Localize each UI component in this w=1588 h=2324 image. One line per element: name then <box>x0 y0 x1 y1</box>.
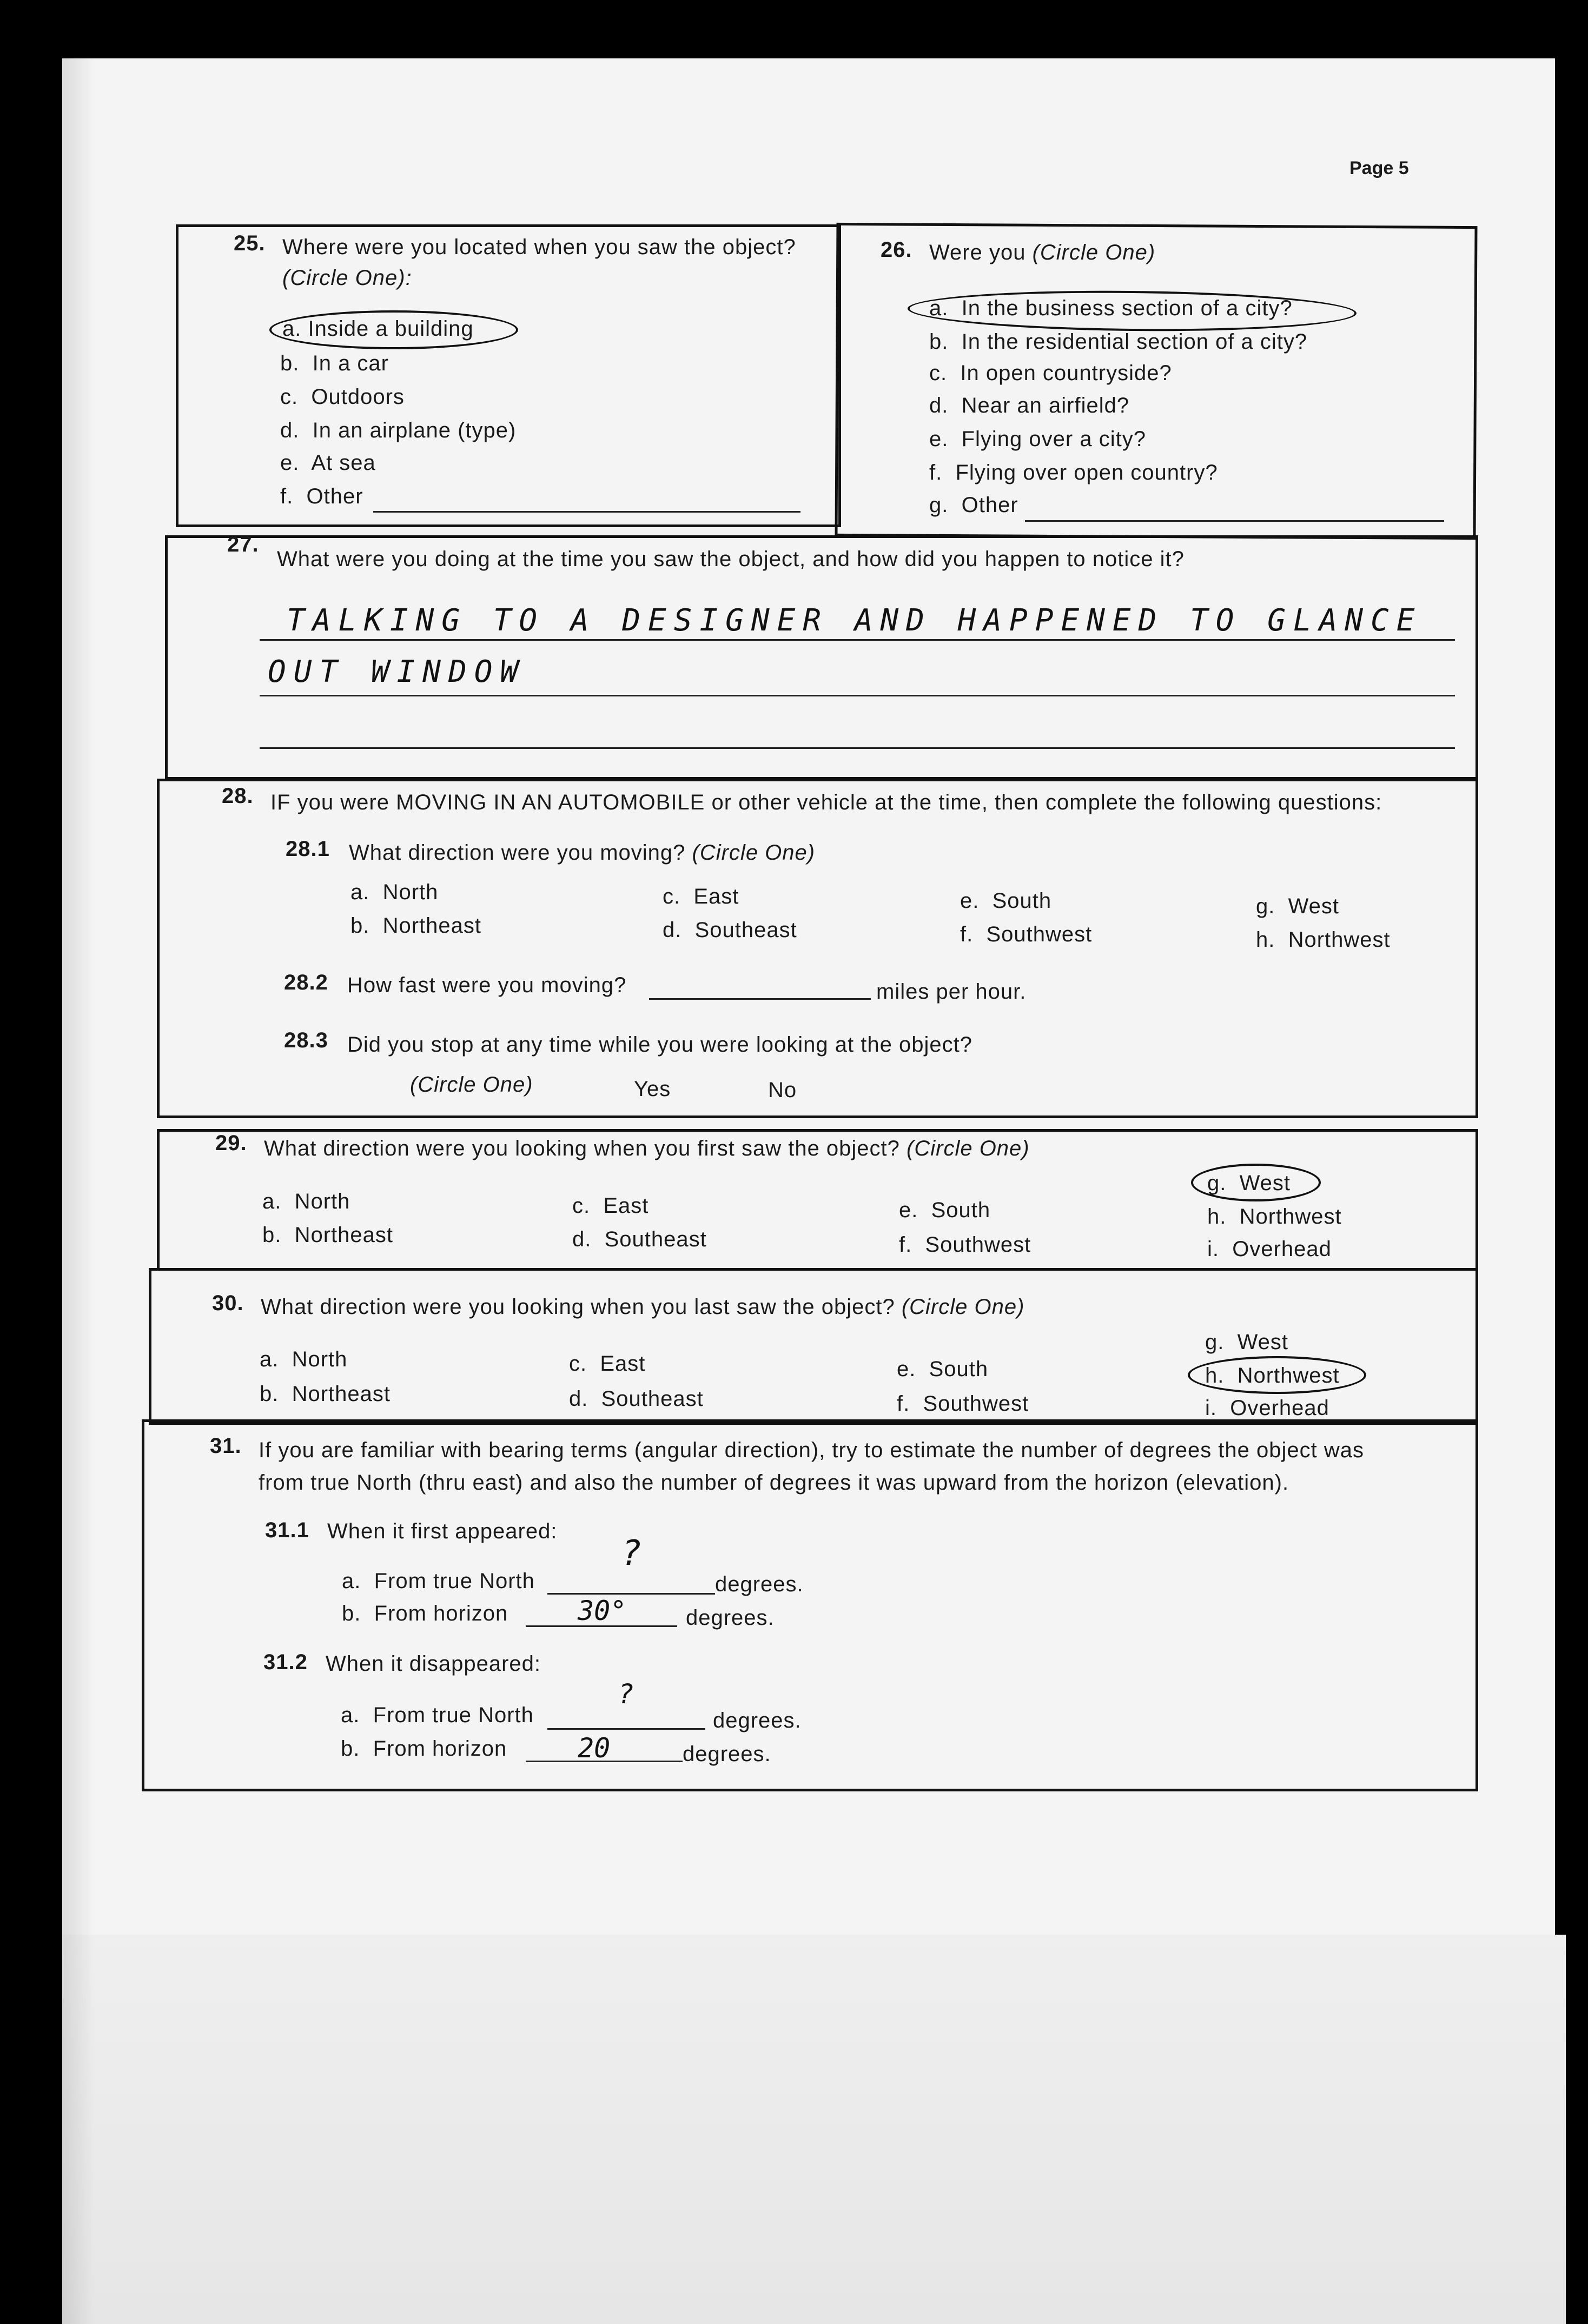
q30-option-d[interactable]: d. Southeast <box>569 1387 704 1411</box>
paper-shadow <box>62 58 95 2324</box>
q25-option-e[interactable]: e. At sea <box>280 451 376 475</box>
q27-number: 27. <box>227 533 259 556</box>
q27-question: What were you doing at the time you saw the object, and how did you happen to notice it? <box>277 547 1185 571</box>
q26-option-e[interactable]: e. Flying over a city? <box>929 427 1146 451</box>
q27-write-line-2 <box>260 695 1455 696</box>
q28-3-instruction: (Circle One) <box>410 1073 533 1097</box>
q25-number: 25. <box>234 231 266 255</box>
q30-option-g[interactable]: g. West <box>1205 1330 1288 1354</box>
q26-number: 26. <box>881 238 912 262</box>
q28-number: 28. <box>222 784 254 808</box>
section-25 <box>176 224 841 527</box>
q28-1-option-f[interactable]: f. Southwest <box>960 922 1093 946</box>
q28-3-question: Did you stop at any time while you were looking at the object? <box>347 1033 972 1057</box>
q31-1-label: When it first appeared: <box>327 1519 558 1543</box>
q30-option-e[interactable]: e. South <box>897 1357 989 1381</box>
q29-option-h[interactable]: h. Northwest <box>1207 1205 1342 1229</box>
q28-1-option-b[interactable]: b. Northeast <box>350 914 482 938</box>
q31-1-north-row: a. From true North <box>342 1569 535 1593</box>
q30-selected-circle <box>1188 1356 1366 1394</box>
q28-2-question: How fast were you moving? <box>347 973 627 997</box>
q30-option-b[interactable]: b. Northeast <box>260 1382 391 1406</box>
q29-question: What direction were you looking when you first saw the object? (Circle One) <box>264 1137 1030 1160</box>
q31-1-north-unit: degrees. <box>715 1572 804 1596</box>
q31-2-horizon-value[interactable]: 20 <box>578 1732 611 1764</box>
q31-1-north-blank[interactable] <box>547 1593 715 1595</box>
q28-1-option-a[interactable]: a. North <box>350 880 439 904</box>
q26-option-f[interactable]: f. Flying over open country? <box>929 461 1218 484</box>
q30-question: What direction were you looking when you last saw the object? (Circle One) <box>261 1295 1025 1319</box>
q31-2-north-value[interactable]: ? <box>618 1678 634 1710</box>
q28-1-option-d[interactable]: d. Southeast <box>663 918 797 942</box>
q25-other-blank[interactable] <box>373 511 800 513</box>
q26-question: Were you (Circle One) <box>929 241 1156 264</box>
q27-write-line-1 <box>260 639 1455 641</box>
q31-number: 31. <box>210 1434 242 1458</box>
q27-answer-line1[interactable]: TALKING TO A DESIGNER AND HAPPENED TO GLANCE <box>287 603 1422 638</box>
q28-1-option-g[interactable]: g. West <box>1256 894 1339 918</box>
q25-option-d[interactable]: d. In an airplane (type) <box>280 419 517 442</box>
q29-option-c[interactable]: c. East <box>572 1194 649 1218</box>
q31-1-horizon-unit: degrees. <box>686 1606 775 1630</box>
q25-question: Where were you located when you saw the object? <box>282 235 796 259</box>
q28-1-number: 28.1 <box>286 837 330 861</box>
q31-question-line1: If you are familiar with bearing terms (angular direction), try to estimate the number of degrees the object was <box>259 1438 1365 1462</box>
q28-2-number: 28.2 <box>284 971 328 994</box>
q28-question: IF you were MOVING IN AN AUTOMOBILE or other vehicle at the time, then complete the following questions: <box>270 791 1382 814</box>
q28-3-no[interactable]: No <box>768 1078 797 1102</box>
q30-number: 30. <box>212 1291 244 1315</box>
q31-2-horizon-row: b. From horizon <box>341 1737 507 1761</box>
q25-option-b[interactable]: b. In a car <box>280 351 389 375</box>
q28-1-option-e[interactable]: e. South <box>960 889 1052 913</box>
q28-1-option-h[interactable]: h. Northwest <box>1256 928 1391 952</box>
q29-option-g[interactable]: g. West <box>1207 1171 1291 1195</box>
q31-2-horizon-unit: degrees. <box>683 1742 771 1766</box>
q25-option-a[interactable]: a. Inside a building <box>282 317 474 341</box>
q30-option-a[interactable]: a. North <box>260 1347 348 1371</box>
q31-1-horizon-value[interactable]: 30° <box>578 1595 627 1626</box>
q27-answer-line2[interactable]: OUT WINDOW <box>268 654 526 689</box>
q29-option-e[interactable]: e. South <box>899 1198 991 1222</box>
q31-question-line2: from true North (thru east) and also the number of degrees it was upward from the horizon (elevation). <box>259 1471 1289 1495</box>
q25-option-f[interactable]: f. Other <box>280 484 363 508</box>
q29-option-d[interactable]: d. Southeast <box>572 1227 707 1251</box>
q25-selected-circle <box>269 310 518 349</box>
q31-2-north-blank[interactable] <box>547 1728 705 1730</box>
q28-1-question: What direction were you moving? (Circle One) <box>349 841 816 865</box>
q28-3-yes[interactable]: Yes <box>634 1077 671 1101</box>
q29-option-i[interactable]: i. Overhead <box>1207 1237 1332 1261</box>
q29-option-a[interactable]: a. North <box>262 1190 350 1213</box>
q31-2-label: When it disappeared: <box>326 1652 541 1676</box>
q29-selected-circle <box>1191 1164 1321 1201</box>
q31-1-horizon-row: b. From horizon <box>342 1602 508 1625</box>
q29-number: 29. <box>215 1131 247 1155</box>
q30-option-h[interactable]: h. Northwest <box>1205 1364 1340 1387</box>
q29-option-f[interactable]: f. Southwest <box>899 1233 1031 1257</box>
q28-2-unit: miles per hour. <box>876 980 1027 1004</box>
q31-2-north-unit: degrees. <box>713 1709 802 1732</box>
q30-option-f[interactable]: f. Southwest <box>897 1392 1029 1416</box>
q31-1-north-value[interactable]: ? <box>621 1533 642 1573</box>
q26-other-blank[interactable] <box>1025 520 1444 522</box>
q28-3-number: 28.3 <box>284 1028 328 1052</box>
q25-instruction: (Circle One): <box>282 266 412 290</box>
paper-lower-margin <box>62 1935 1566 2324</box>
q25-option-c[interactable]: c. Outdoors <box>280 385 405 409</box>
q26-option-c[interactable]: c. In open countryside? <box>929 361 1172 385</box>
q26-option-g[interactable]: g. Other <box>929 493 1018 517</box>
q26-option-b[interactable]: b. In the residential section of a city? <box>929 330 1308 354</box>
q26-option-d[interactable]: d. Near an airfield? <box>929 394 1130 417</box>
q31-2-north-row: a. From true North <box>341 1703 534 1727</box>
q27-write-line-3 <box>260 747 1455 749</box>
q30-option-i[interactable]: i. Overhead <box>1205 1396 1329 1420</box>
page-number: Page 5 <box>1349 158 1409 178</box>
q31-2-number: 31.2 <box>263 1650 308 1674</box>
q26-option-a[interactable]: a. In the business section of a city? <box>929 296 1293 320</box>
q28-2-speed-blank[interactable] <box>649 998 871 1000</box>
q31-1-number: 31.1 <box>265 1518 309 1542</box>
q28-1-option-c[interactable]: c. East <box>663 885 739 908</box>
q30-option-c[interactable]: c. East <box>569 1352 646 1376</box>
q29-option-b[interactable]: b. Northeast <box>262 1223 394 1247</box>
